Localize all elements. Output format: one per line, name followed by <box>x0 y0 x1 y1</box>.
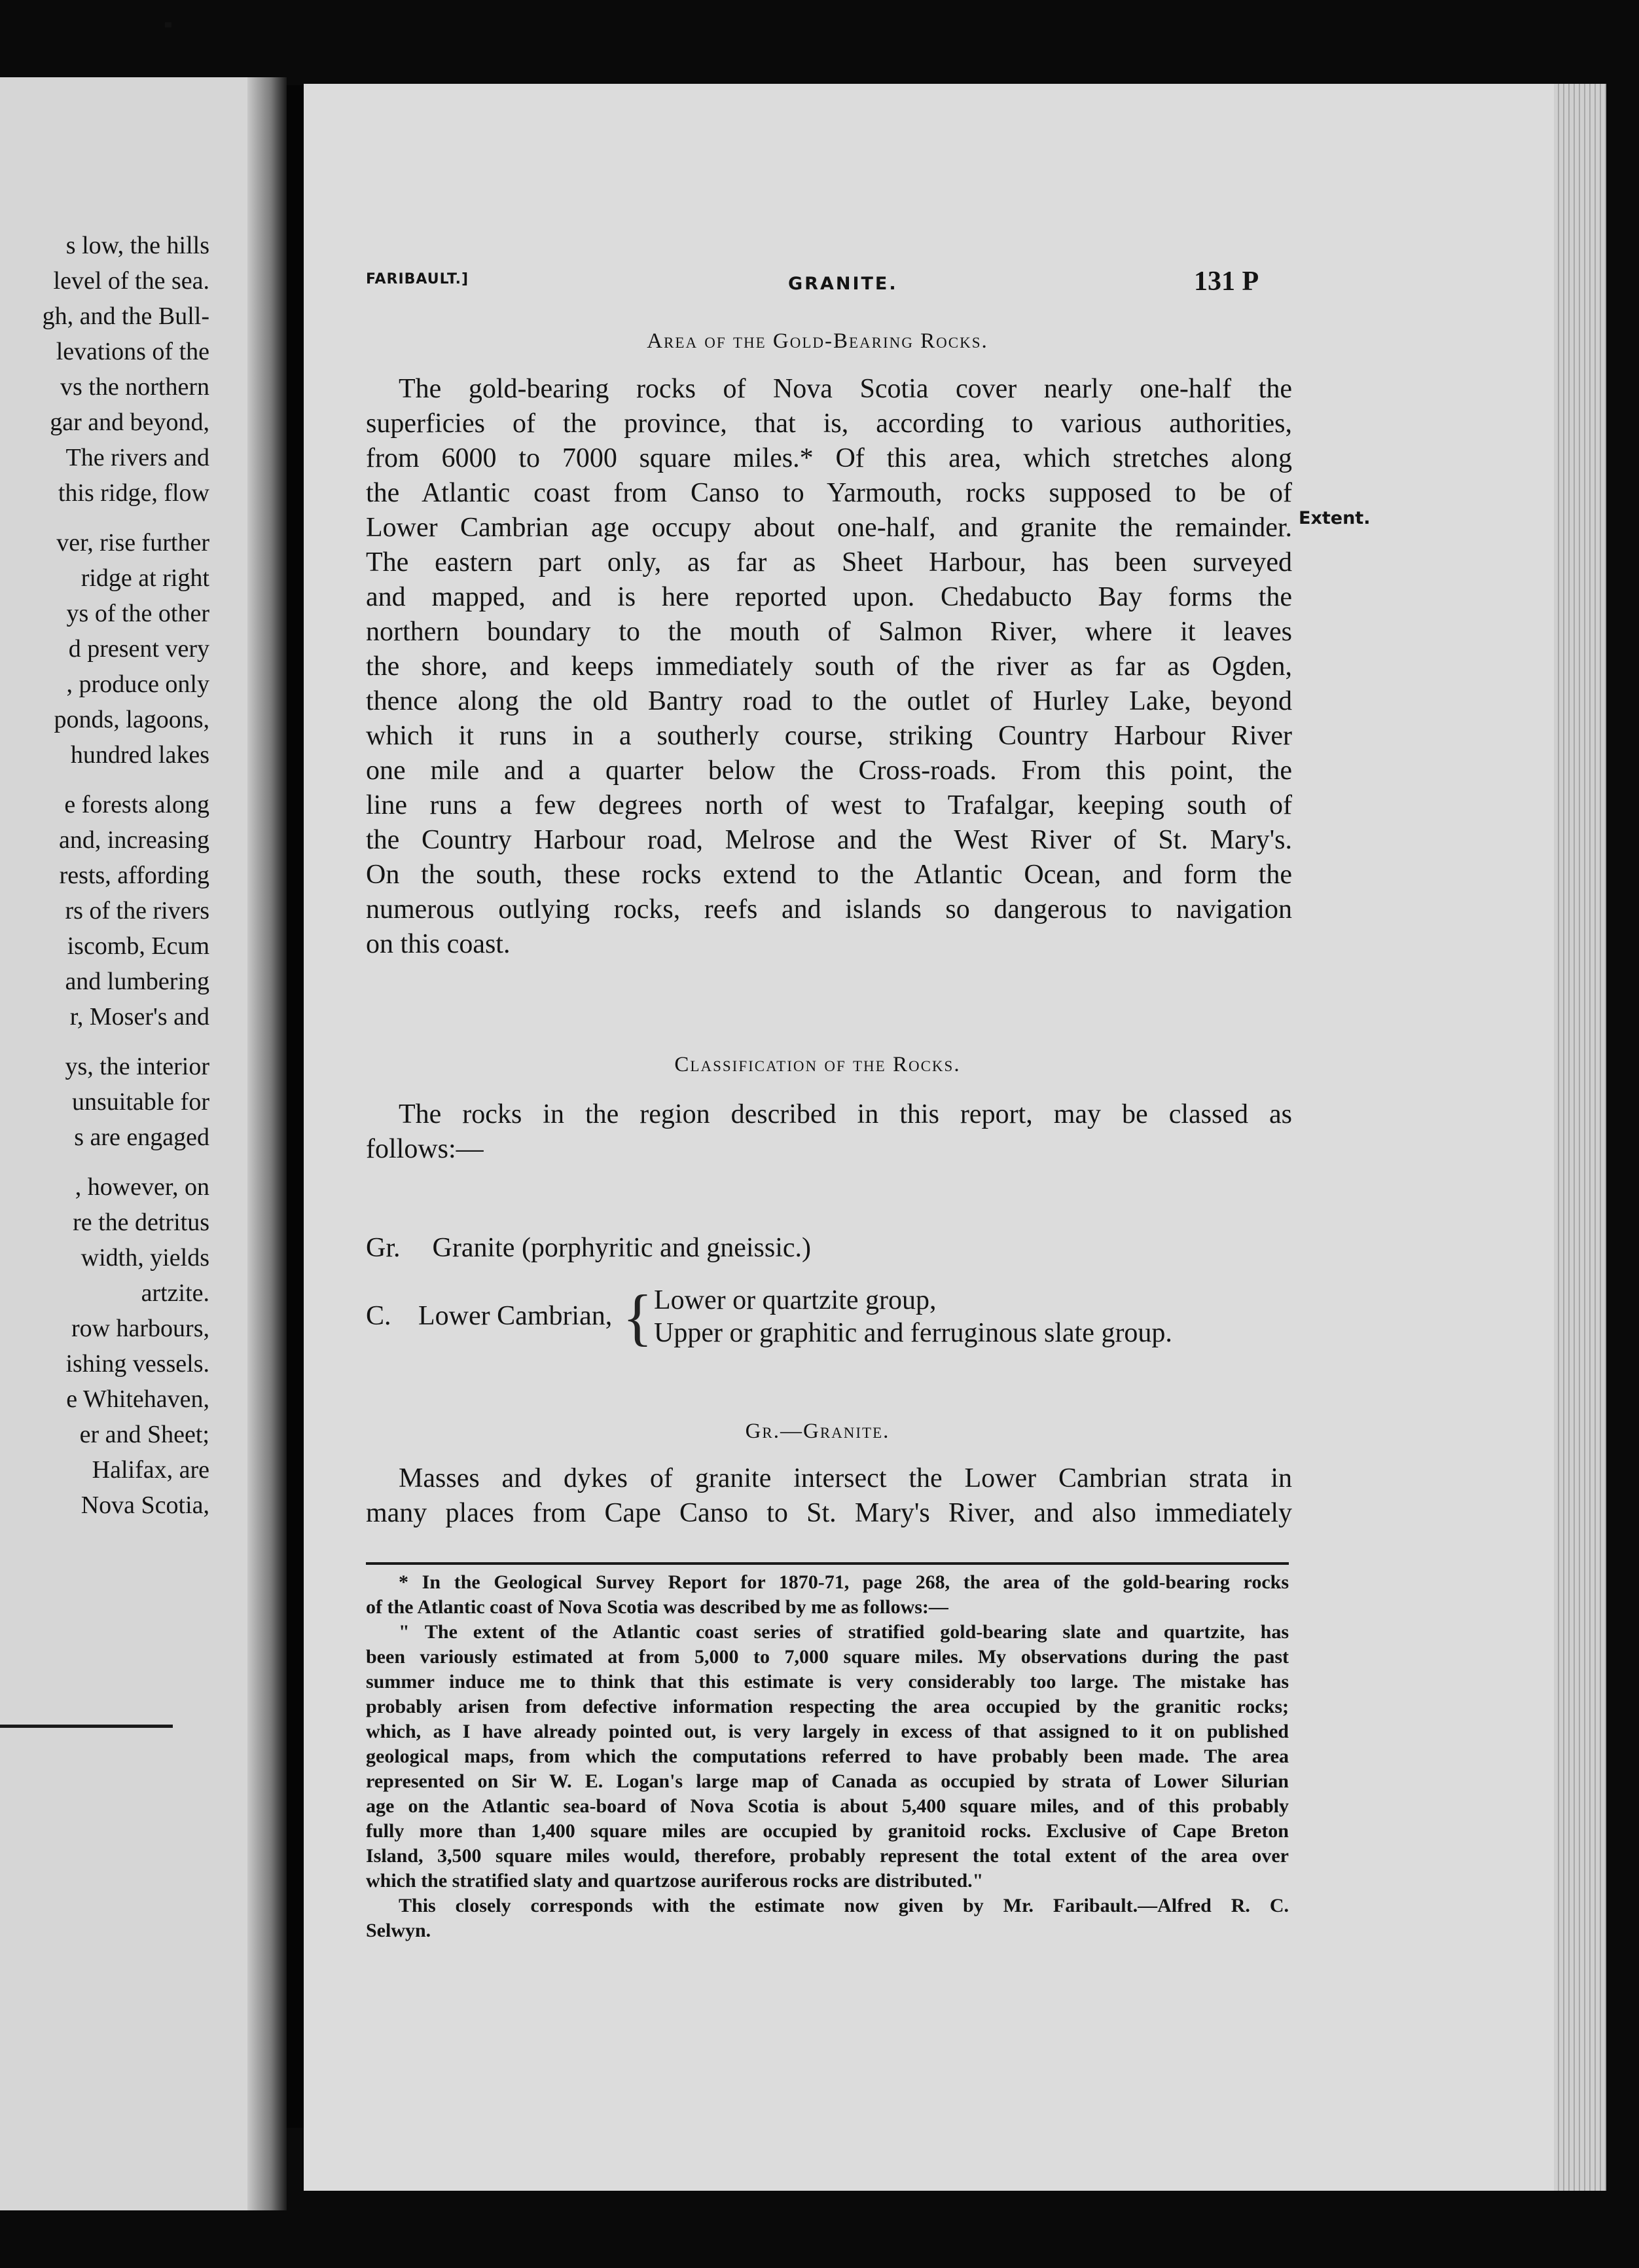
left-page-line <box>0 773 209 787</box>
cambrian-code: C. <box>366 1301 391 1331</box>
paragraph-line: The gold-bearing rocks of Nova Scotia cover nearly one-half the <box>399 374 1292 404</box>
left-page-line: ishing vessels. <box>65 1350 209 1378</box>
running-head-title: GRANITE. <box>788 274 898 294</box>
paragraph-line: which it runs in a southerly course, striking Country Harbour River <box>366 721 1292 751</box>
left-page-line: er and Sheet; <box>79 1421 209 1448</box>
cambrian-lower-group: Lower or quartzite group, <box>654 1285 937 1315</box>
paragraph-line: Lower Cambrian age occupy about one-half, and granite the remainder. <box>366 513 1292 543</box>
left-page-line: ridge at right <box>81 564 209 592</box>
paragraph-line: the Country Harbour road, Melrose and the West River of St. Mary's. <box>366 825 1292 855</box>
left-page-line: hundred lakes <box>70 741 209 769</box>
paragraph-line: superficies of the province, that is, according to various authorities, <box>366 409 1292 439</box>
left-page-line: Halifax, are <box>92 1456 209 1484</box>
footnote-line: Selwyn. <box>366 1920 431 1941</box>
left-page-line: rs of the rivers <box>65 897 209 924</box>
cambrian-name: Lower Cambrian, <box>418 1301 613 1331</box>
cambrian-upper-group: Upper or graphitic and ferruginous slate group. <box>654 1318 1172 1348</box>
paragraph-line: the Atlantic coast from Canso to Yarmouth, rocks supposed to be of <box>366 478 1292 508</box>
footnote-line: which the stratified slaty and quartzose auriferous rocks are distributed." <box>366 1870 984 1892</box>
left-page-line: ys, the interior <box>65 1053 209 1080</box>
paragraph-line: from 6000 to 7000 square miles.* Of this area, which stretches along <box>366 443 1292 473</box>
left-page-line: r, Moser's and <box>69 1003 209 1031</box>
classification-granite <box>366 1231 811 1266</box>
footnote-line: represented on Sir W. E. Logan's large map of Canada as occupied by strata of Lower Silurian <box>366 1770 1289 1792</box>
left-page-line <box>0 511 209 525</box>
left-page-line: re the detritus <box>73 1209 209 1236</box>
footnote-line: age on the Atlantic sea-board of Nova Scotia is about 5,400 square miles, and of this probably <box>366 1795 1289 1817</box>
paragraph-line: The rocks in the region described in this report, may be classed as <box>399 1099 1292 1129</box>
left-page-line <box>0 1034 209 1049</box>
granite-description: Granite (porphyritic and gneissic.) <box>432 1233 811 1263</box>
brace-symbol: { <box>622 1282 653 1352</box>
paragraph-line: the shore, and keeps immediately south of the river as far as Ogden, <box>366 651 1292 682</box>
paragraph-line: line runs a few degrees north of west to Trafalgar, keeping south of <box>366 790 1292 820</box>
left-page-line: ver, rise further <box>56 529 209 557</box>
paragraph-area <box>366 372 1292 962</box>
left-page-line: s low, the hills <box>65 232 209 259</box>
left-page-line: ys of the other <box>66 600 209 627</box>
left-page-line: width, yields <box>81 1244 209 1271</box>
left-page-line: unsuitable for <box>71 1088 209 1116</box>
footnote-line: which, as I have already pointed out, is very largely in excess of that assigned to it on published <box>366 1721 1289 1742</box>
paragraph-granite <box>366 1461 1292 1531</box>
granite-code: Gr. <box>366 1233 401 1263</box>
footnote-line: * In the Geological Survey Report for 1870-71, page 268, the area of the gold-bearing rocks <box>399 1571 1289 1593</box>
left-page-text <box>0 228 209 1523</box>
paragraph-line: follows:— <box>366 1134 484 1164</box>
left-page-rule <box>0 1725 173 1728</box>
paragraph-line: On the south, these rocks extend to the Atlantic Ocean, and form the <box>366 860 1292 890</box>
left-page-line: and, increasing <box>58 826 209 854</box>
left-page-gutter <box>247 77 287 2210</box>
left-page-line: iscomb, Ecum <box>67 932 209 960</box>
left-page-line: and lumbering <box>65 968 209 995</box>
paragraph-line: numerous outlying rocks, reefs and islands so dangerous to navigation <box>366 894 1292 924</box>
paragraph-line: and mapped, and is here reported upon. Chedabucto Bay forms the <box>366 582 1292 612</box>
footnote-line: Island, 3,500 square miles would, therefore, probably represent the total extent of the area over <box>366 1845 1289 1867</box>
left-page-line: , produce only <box>66 670 209 698</box>
section-heading-granite: Gr.—Granite. <box>745 1419 890 1443</box>
footnote-line: fully more than 1,400 square miles are occupied by granitoid rocks. Exclusive of Cape Breton <box>366 1820 1289 1842</box>
left-page-line: gar and beyond, <box>50 409 209 436</box>
left-page-line: The rivers and <box>65 444 209 471</box>
footnote-line: been variously estimated at from 5,000 to 7,000 square miles. My observations during the past <box>366 1646 1289 1668</box>
book-spine <box>287 85 304 2128</box>
margin-note: Extent. <box>1299 508 1371 528</box>
running-head <box>336 266 1305 305</box>
left-page-line: artzite. <box>141 1279 209 1307</box>
section-heading-classification: Classification of the Rocks. <box>674 1053 961 1076</box>
paragraph-line: thence along the old Bantry road to the outlet of Hurley Lake, beyond <box>366 686 1292 716</box>
right-page <box>304 84 1606 2191</box>
left-page-line: row harbours, <box>71 1315 209 1342</box>
left-page-line: levations of the <box>56 338 209 365</box>
footnote-line: of the Atlantic coast of Nova Scotia was described by me as follows:— <box>366 1596 948 1618</box>
footnote-line: " The extent of the Atlantic coast series of stratified gold-bearing slate and quartzite, has <box>399 1621 1289 1643</box>
left-page-line: ponds, lagoons, <box>54 706 209 733</box>
left-page-line: this ridge, flow <box>58 479 209 507</box>
left-page-line <box>0 1155 209 1169</box>
classification-intro <box>366 1097 1292 1167</box>
paragraph-line: on this coast. <box>366 929 511 959</box>
footnote-line: summer induce me to think that this estimate is very considerably too large. The mistake has <box>366 1671 1289 1692</box>
footnote-line: geological maps, from which the computations referred to have probably been made. The area <box>366 1746 1289 1767</box>
classification-cambrian <box>366 1282 1322 1357</box>
paragraph-line: northern boundary to the mouth of Salmon River, where it leaves <box>366 617 1292 647</box>
paragraph-line: Masses and dykes of granite intersect the Lower Cambrian strata in <box>399 1463 1292 1493</box>
footnote <box>366 1570 1289 1943</box>
left-page-line: s are engaged <box>74 1124 209 1151</box>
left-page-line: gh, and the Bull- <box>42 302 209 330</box>
left-page-line: e Whitehaven, <box>66 1385 209 1413</box>
page-edges <box>1554 84 1606 2191</box>
left-page-line: , however, on <box>75 1173 209 1201</box>
footnote-line: probably arisen from defective information respecting the area occupied by the granitic rocks; <box>366 1696 1289 1717</box>
running-head-author: FARIBAULT.] <box>366 271 469 287</box>
left-page-line: rests, affording <box>59 862 209 889</box>
left-page-line: e forests along <box>64 791 209 818</box>
page-number: 131 P <box>1194 266 1259 297</box>
left-page-line: level of the sea. <box>53 267 209 295</box>
paragraph-line: The eastern part only, as far as Sheet Harbour, has been surveyed <box>366 547 1292 577</box>
left-page-line: Nova Scotia, <box>81 1491 209 1519</box>
section-heading-area: Area of the Gold-Bearing Rocks. <box>647 329 988 353</box>
paragraph-line: many places from Cape Canso to St. Mary's River, and also immediately <box>366 1498 1292 1528</box>
paragraph-line: one mile and a quarter below the Cross-roads. From this point, the <box>366 756 1292 786</box>
speck <box>165 22 171 27</box>
left-page-line: d present very <box>68 635 209 663</box>
footnote-line: This closely corresponds with the estimate now given by Mr. Faribault.—Alfred R. C. <box>399 1895 1289 1916</box>
footnote-rule <box>366 1562 1289 1565</box>
left-page-line: vs the northern <box>60 373 209 401</box>
